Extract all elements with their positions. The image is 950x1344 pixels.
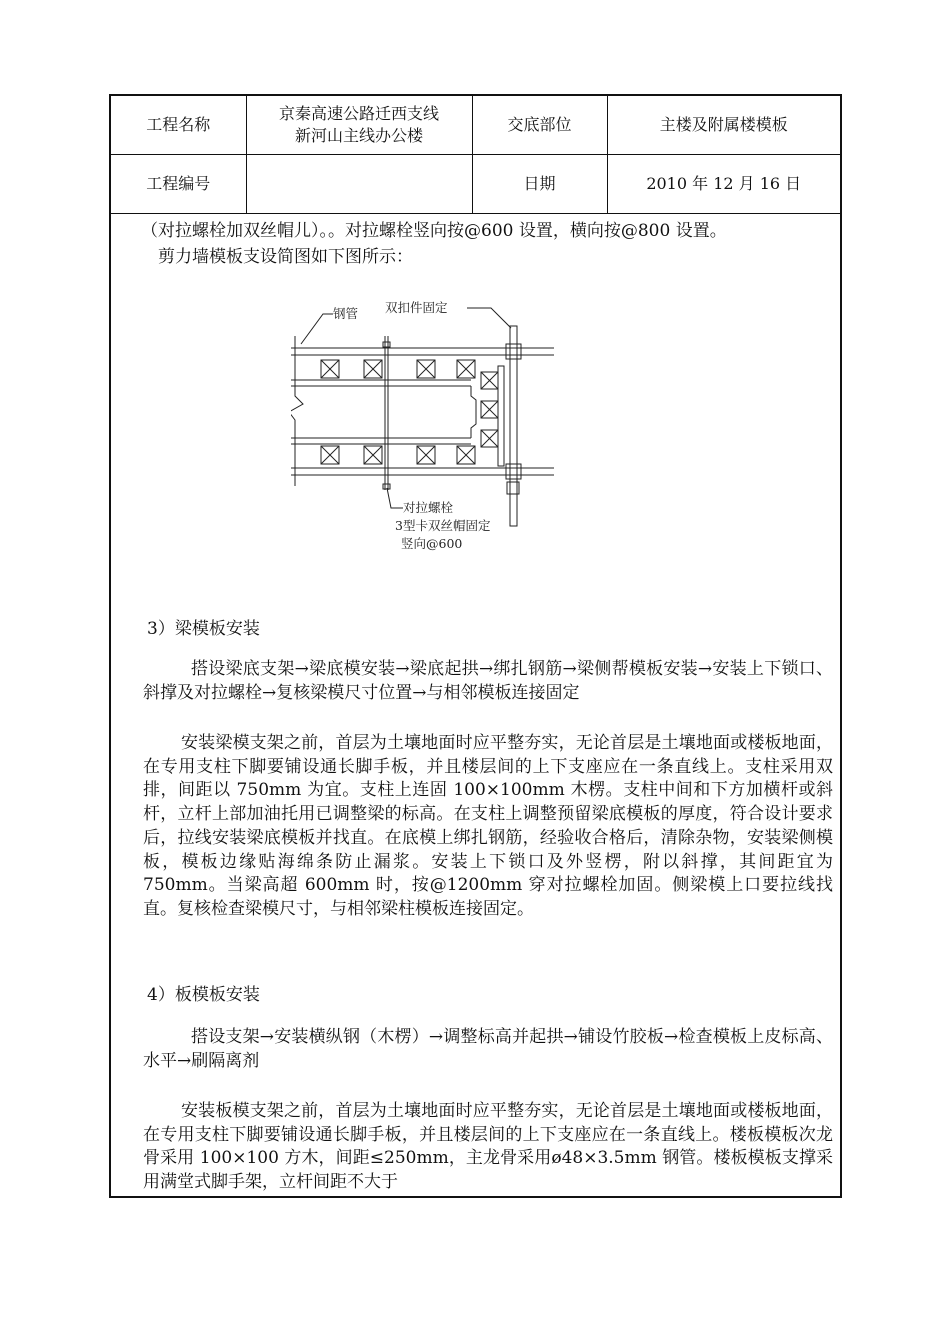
label-bolt: 对拉螺栓	[403, 500, 454, 515]
end-battens	[481, 372, 498, 447]
clamp-top	[506, 344, 521, 359]
leader-bolt	[387, 488, 403, 508]
bottom-battens	[321, 446, 475, 464]
project-no-value	[246, 155, 472, 214]
project-no-label: 工程编号	[111, 155, 246, 214]
wall-end	[471, 386, 476, 438]
project-name-label: 工程名称	[111, 96, 246, 155]
location-label: 交底部位	[472, 96, 607, 155]
project-name-line1: 京秦高速公路迁西支线	[278, 104, 439, 123]
project-name-line2: 新河山主线办公楼	[294, 126, 423, 145]
top-battens	[321, 360, 475, 378]
label-clamp: 双扣件固定	[385, 300, 448, 315]
vertical-pipe-right	[510, 326, 517, 526]
clamp-bottom	[506, 464, 521, 479]
date-value: 2010 年 12 月 16 日	[607, 155, 840, 214]
header-table	[111, 96, 840, 214]
text-line-2: 剪力墙模板支设简图如下图所示：	[158, 247, 413, 267]
end-plate	[498, 366, 504, 466]
leader-pipe	[301, 314, 333, 344]
document-frame	[109, 94, 842, 1198]
text-line-1: （对拉螺栓加双丝帽儿）。。对拉螺栓竖向按@600 设置，横向按@800 设置。	[141, 221, 727, 241]
break-line	[291, 336, 303, 486]
label-pipe: 钢管	[333, 306, 359, 321]
leader-clamp	[467, 308, 511, 328]
shear-wall-formwork-diagram	[291, 296, 581, 566]
section-4-text: 安装板模支架之前，首层为土壤地面时应平整夯实，无论首层是土壤地面或楼板地面，在专用支柱下脚要铺设通长脚手板，并且楼层间的上下支座应在一条直线上。楼板模板次龙骨采用 100×100 方木，间距≤250mm，主龙骨采用ø48×3.5mm 钢管。楼板模板支撑采用满堂式脚手架，立杆间距不大于	[143, 1101, 833, 1193]
bolt-nut-top	[383, 342, 390, 347]
location-value: 主楼及附属楼模板	[607, 96, 840, 155]
date-label: 日期	[472, 155, 607, 214]
project-name-value	[246, 96, 472, 155]
section-3-text: 安装梁模支架之前，首层为土壤地面时应平整夯实，无论首层是土壤地面或楼板地面，在专用支柱下脚要铺设通长脚手板，并且楼层间的上下支座应在一条直线上。支柱采用双排，间距以 750mm 为宜。支柱上连固 100×100mm 木楞。支柱中间和下方加横杆或斜杆，立杆上部加油托用已调整梁的标高。在支柱上调整预留梁底模板的厚度，符合设计要求后，拉线安装梁底模板并找直。在底模上绑扎钢筋，经验收合格后，清除杂物，安装梁侧模板，模板边缘贴海绵条防止漏浆。安装上下锁口及外竖楞，附以斜撑，其间距宜为 750mm。当梁高超 600mm 时，按@1200mm 穿对拉螺栓加固。侧梁模上口要拉线找直。复核检查梁模尺寸，与相邻梁柱模板连接固定。	[143, 733, 833, 919]
label-card: 3型卡双丝帽固定	[395, 518, 491, 533]
label-vertical: 竖向@600	[401, 536, 463, 551]
section-4-title: 4）板模板安装	[147, 985, 260, 1005]
section-4-steps: 搭设支架→安装横纵钢（木楞）→调整标高并起拱→铺设竹胶板→检查模板上皮标高、水平→刷隔离剂	[143, 1027, 833, 1071]
section-3-steps: 搭设梁底支架→梁底模安装→梁底起拱→绑扎钢筋→梁侧帮模板安装→安装上下锁口、斜撑及对拉螺栓→复核梁模尺寸位置→与相邻模板连接固定	[143, 659, 833, 703]
bolt-nut-bottom	[383, 484, 390, 489]
section-3-title: 3）梁模板安装	[147, 619, 260, 639]
